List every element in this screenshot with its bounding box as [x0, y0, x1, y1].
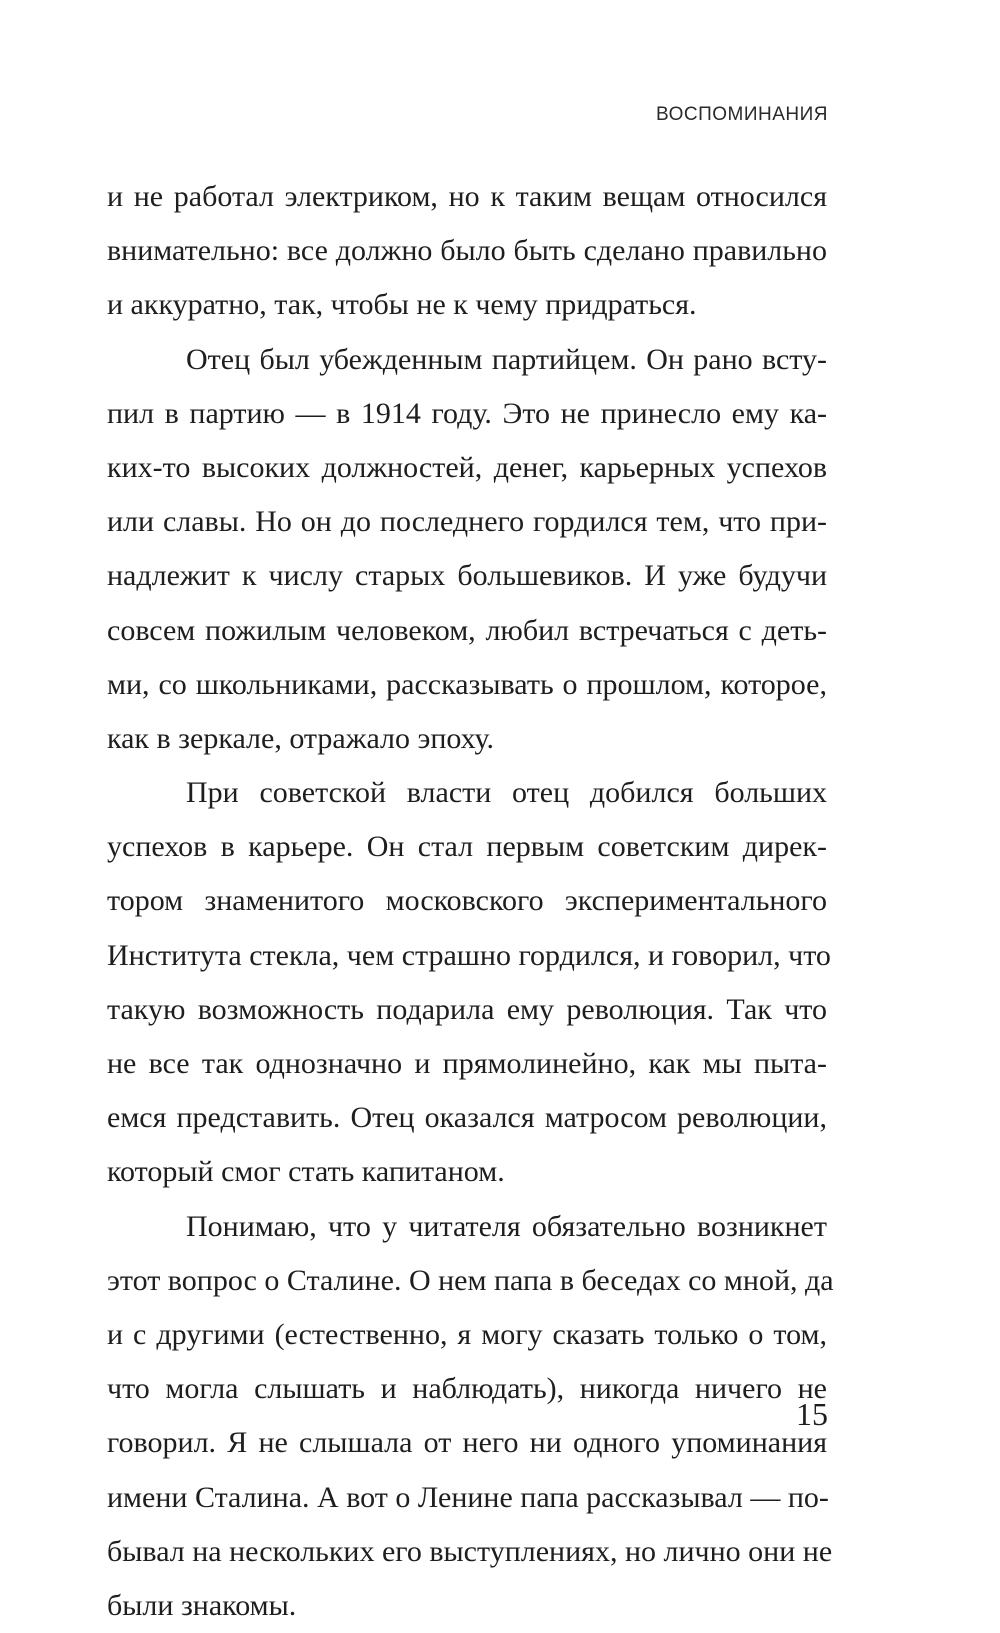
- text-line: успехов в карьере. Он стал первым советским дирек-: [107, 830, 827, 864]
- text-line: говорил. Я не слышала от него ни одного упоминания: [107, 1426, 827, 1460]
- page-number: 15: [796, 1396, 828, 1432]
- text-line: были знакомы.: [107, 1588, 297, 1622]
- text-line: ких-то высоких должностей, денег, карьерных успехов: [107, 450, 827, 484]
- text-line: этот вопрос о Сталине. О нем папа в беседах со мной, да: [107, 1263, 834, 1297]
- text-line: Понимаю, что у читателя обязательно возникнет: [186, 1209, 827, 1243]
- text-line: внимательно: все должно было быть сделано правильно: [107, 234, 827, 268]
- text-line: имени Сталина. А вот о Ленине папа рассказывал — по-: [107, 1480, 829, 1514]
- text-line: который смог стать капитаном.: [107, 1155, 505, 1189]
- text-line: Института стекла, чем страшно гордился, и говорил, что: [107, 938, 831, 972]
- text-line: тором знаменитого московского экспериментального: [107, 884, 827, 918]
- text-line: емся представить. Отец оказался матросом революции,: [107, 1101, 827, 1135]
- text-line: и с другими (естественно, я могу сказать только о том,: [107, 1317, 827, 1351]
- running-head: ВОСПОМИНАНИЯ: [656, 104, 828, 125]
- text-line: Отец был убежденным партийцем. Он рано всту-: [186, 342, 827, 376]
- text-line: или славы. Но он до последнего гордился тем, что при-: [107, 505, 827, 539]
- text-line: такую возможность подарила ему революция. Так что: [107, 992, 827, 1026]
- text-line: бывал на нескольких его выступлениях, но лично они не: [107, 1534, 833, 1568]
- text-line: как в зеркале, отражало эпоху.: [107, 721, 495, 755]
- body-text: [107, 170, 834, 1633]
- text-line: и аккуратно, так, чтобы не к чему придраться.: [107, 288, 697, 322]
- text-line: что могла слышать и наблюдать), никогда ничего не: [107, 1372, 827, 1406]
- text-line: и не работал электриком, но к таким вещам относился: [107, 180, 827, 213]
- text-line: пил в партию — в 1914 году. Это не принесло ему ка-: [107, 396, 827, 430]
- text-line: При советской власти отец добился больших: [186, 776, 827, 810]
- text-line: надлежит к числу старых большевиков. И уже будучи: [107, 559, 827, 593]
- text-line: совсем пожилым человеком, любил встречаться с деть-: [107, 613, 827, 647]
- text-line: не все так однозначно и прямолинейно, как мы пыта-: [107, 1047, 827, 1080]
- text-line: ми, со школьниками, рассказывать о прошлом, которое,: [107, 667, 827, 701]
